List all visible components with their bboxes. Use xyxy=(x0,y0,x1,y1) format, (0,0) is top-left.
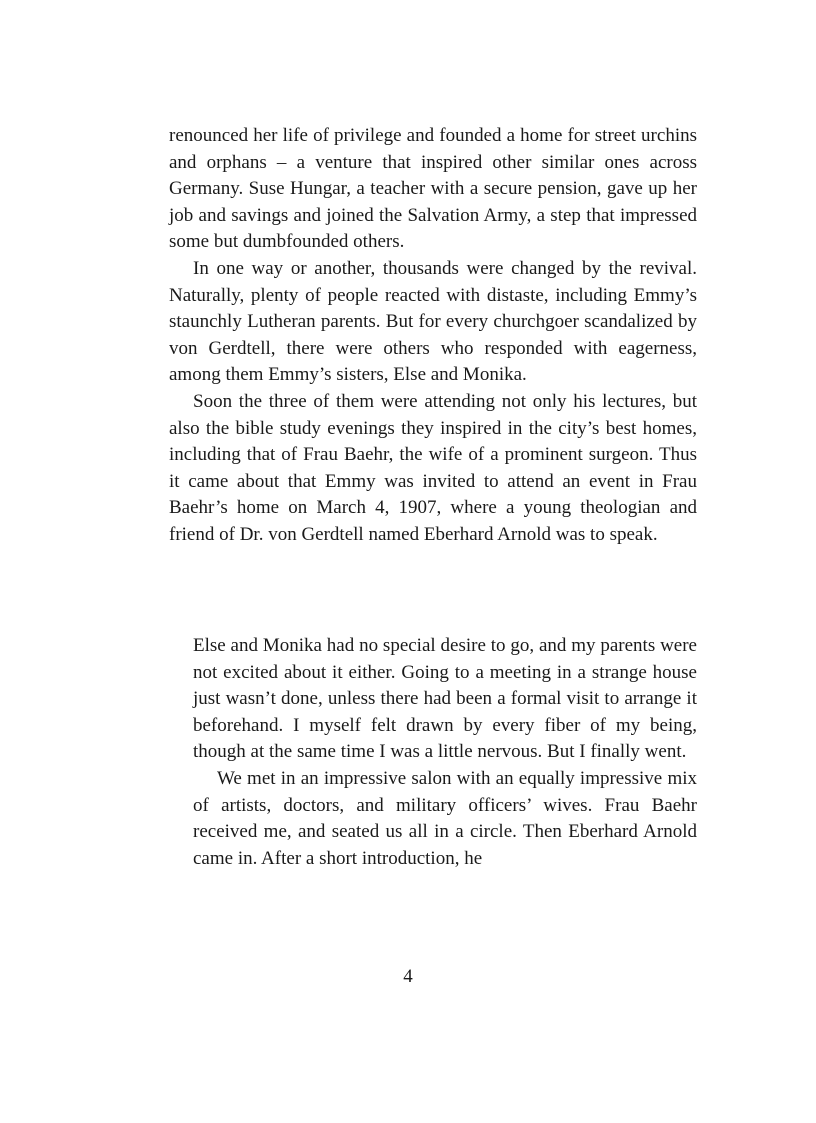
quote-paragraph: We met in an impressive salon with an equally impressive mix of artists, doctors, and military officers’ wives. Frau Baehr received me, and seated us all in a circle. Then Eberhard Arnold came in. After a short introduction, he xyxy=(193,767,697,869)
body-paragraph: renounced her life of privilege and founded a home for street urchins and orphans – a venture that inspired other similar ones across Germany. Suse Hungar, a teacher with a secure pension, gave up her job and savings and joined the Salvation Army, a step that impressed some but dumbfounded others. xyxy=(169,125,697,253)
body-text xyxy=(169,123,697,549)
page-number: 4 xyxy=(403,966,413,987)
quote-paragraph: Else and Monika had no special desire to go, and my parents were not excited about it either. Going to a meeting in a strange house just wasn’t done, unless there had been a formal visit to arrange it beforehand. I myself felt drawn by every fiber of my being, though at the same time I was a little nervous. But I finally went. xyxy=(193,635,697,763)
block-quote xyxy=(193,633,697,872)
body-paragraph: Soon the three of them were attending not only his lectures, but also the bible study evenings they inspired in the city’s best homes, including that of Frau Baehr, the wife of a prominent surgeon. Thus it came about that Emmy was invited to attend an event in Frau Baehr’s home on March 4, 1907, where a young theologian and friend of Dr. von Gerdtell named Eberhard Arnold was to speak. xyxy=(169,390,697,545)
body-paragraph: In one way or another, thousands were changed by the revival. Naturally, plenty of people reacted with distaste, including Emmy’s staunchly Lutheran parents. But for every churchgoer scandalized by von Gerdtell, there were others who responded with eagerness, among them Emmy’s sisters, Else and Monika. xyxy=(169,257,697,386)
